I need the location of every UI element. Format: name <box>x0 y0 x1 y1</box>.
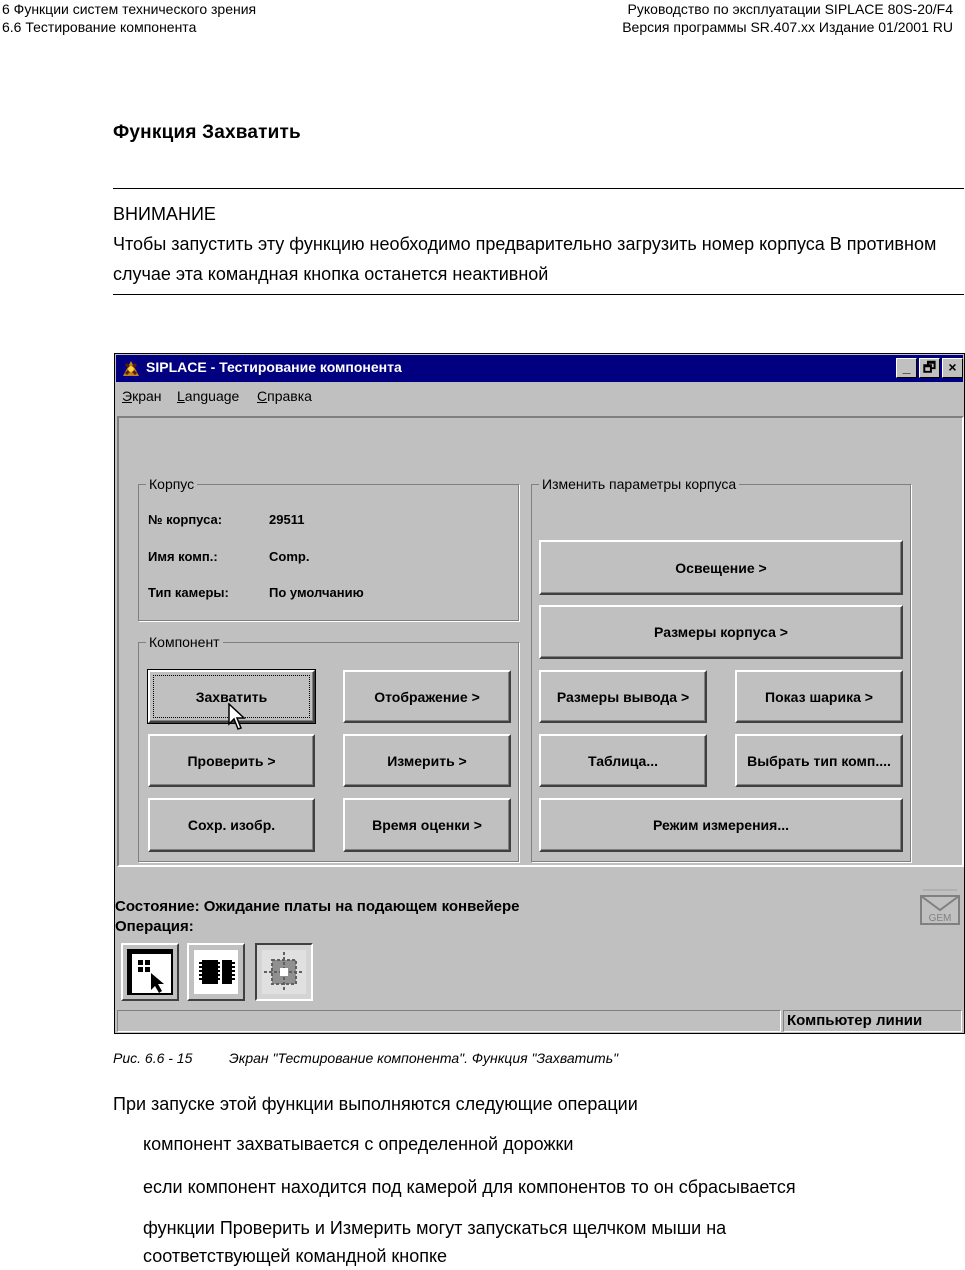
page-header-left <box>2 0 256 36</box>
figure-number: Рис. 6.6 - 15 <box>113 1050 193 1066</box>
note-bottom-rule <box>113 294 964 295</box>
figure-caption <box>113 1050 618 1066</box>
package-size-button[interactable]: Размеры корпуса > <box>539 605 903 659</box>
gem-label: GEM <box>928 913 952 924</box>
siplace-app-icon <box>120 358 142 379</box>
menu-help[interactable]: Справка <box>257 388 312 404</box>
status-value: Ожидание платы на подающем конвейере <box>203 898 520 915</box>
ball-display-button[interactable]: Показ шарика > <box>735 670 903 723</box>
client-area <box>117 416 964 867</box>
check-button[interactable]: Проверить > <box>148 734 315 787</box>
component-grid-icon <box>260 948 308 996</box>
page-header-right <box>622 0 953 36</box>
restore-button[interactable]: 🗗 <box>919 358 940 378</box>
note-heading: ВНИМАНИЕ <box>113 204 216 224</box>
body-item-2: если компонент находится под камерой для компонентов то он сбрасывается <box>143 1177 796 1197</box>
window-title: SIPLACE - Тестирование компонента <box>146 359 402 375</box>
component-name-label: Имя комп.: <box>148 549 218 564</box>
measure-button[interactable]: Измерить > <box>343 734 511 787</box>
title-bar[interactable] <box>116 355 963 382</box>
figure-caption-text: Экран "Тестирование компонента". Функция "Захватить" <box>229 1050 619 1066</box>
display-button[interactable]: Отображение > <box>343 670 511 723</box>
component-chip-icon <box>192 948 240 996</box>
statusbar-line-computer: Компьютер линии <box>783 1010 962 1032</box>
app-window <box>114 353 965 1034</box>
section-title: Функция Захватить <box>113 122 301 143</box>
tool-select-button[interactable] <box>121 943 179 1001</box>
lead-size-button[interactable]: Размеры вывода > <box>539 670 707 723</box>
camera-type-label: Тип камеры: <box>148 585 229 600</box>
camera-type-value: По умолчанию <box>269 585 364 600</box>
header-version: Версия программы SR.407.xx Издание 01/2001 RU <box>622 19 953 35</box>
statusbar-main <box>117 1010 781 1032</box>
package-number-label: № корпуса: <box>148 512 223 527</box>
save-image-button[interactable]: Сохр. изобр. <box>148 798 315 852</box>
status-label: Состояние: <box>115 898 200 915</box>
body-item-1: компонент захватывается с определенной дорожки <box>143 1134 574 1154</box>
header-section: 6.6 Тестирование компонента <box>2 19 197 35</box>
minimize-button[interactable]: _ <box>896 358 917 378</box>
status-line <box>115 898 520 915</box>
menu-language[interactable]: Language <box>177 388 240 404</box>
operation-label: Операция: <box>115 918 194 935</box>
package-group-legend: Корпус <box>146 476 197 492</box>
evaluation-time-button[interactable]: Время оценки > <box>343 798 511 852</box>
note-text: Чтобы запустить эту функцию необходимо предварительно загрузить номер корпуса В противном случае эта командная кнопка останется неактивной <box>113 234 937 284</box>
mouse-pointer-icon <box>228 703 246 731</box>
component-group-legend: Компонент <box>146 634 223 650</box>
measurement-mode-button[interactable]: Режим измерения... <box>539 798 903 852</box>
body-item-3: функции Проверить и Измерить могут запускаться щелчком мыши на соответствующей командной кнопке <box>143 1218 727 1266</box>
package-group <box>138 476 519 621</box>
note-top-rule <box>113 188 964 189</box>
gem-mail-icon <box>919 888 961 926</box>
illumination-button[interactable]: Освещение > <box>539 540 903 595</box>
component-name-value: Comp. <box>269 549 310 564</box>
tool-grid-button[interactable] <box>255 943 313 1001</box>
close-button[interactable]: × <box>942 358 963 378</box>
menu-screen[interactable]: Экран <box>122 388 162 404</box>
capture-button[interactable]: Захватить <box>148 670 315 723</box>
tool-component-button[interactable] <box>187 943 245 1001</box>
menu-bar <box>116 384 963 408</box>
header-chapter: 6 Функции систем технического зрения <box>2 1 257 17</box>
header-manual-title: Руководство по эксплуатации SIPLACE 80S-20/F4 <box>627 1 953 17</box>
attention-note <box>113 199 953 289</box>
package-params-legend: Изменить параметры корпуса <box>539 476 739 492</box>
select-cursor-icon <box>126 948 174 996</box>
body-intro: При запуске этой функции выполняются следующие операции <box>113 1094 638 1114</box>
package-number-value: 29511 <box>269 512 305 527</box>
table-button[interactable]: Таблица... <box>539 734 707 787</box>
select-component-type-button[interactable]: Выбрать тип комп.... <box>735 734 903 787</box>
